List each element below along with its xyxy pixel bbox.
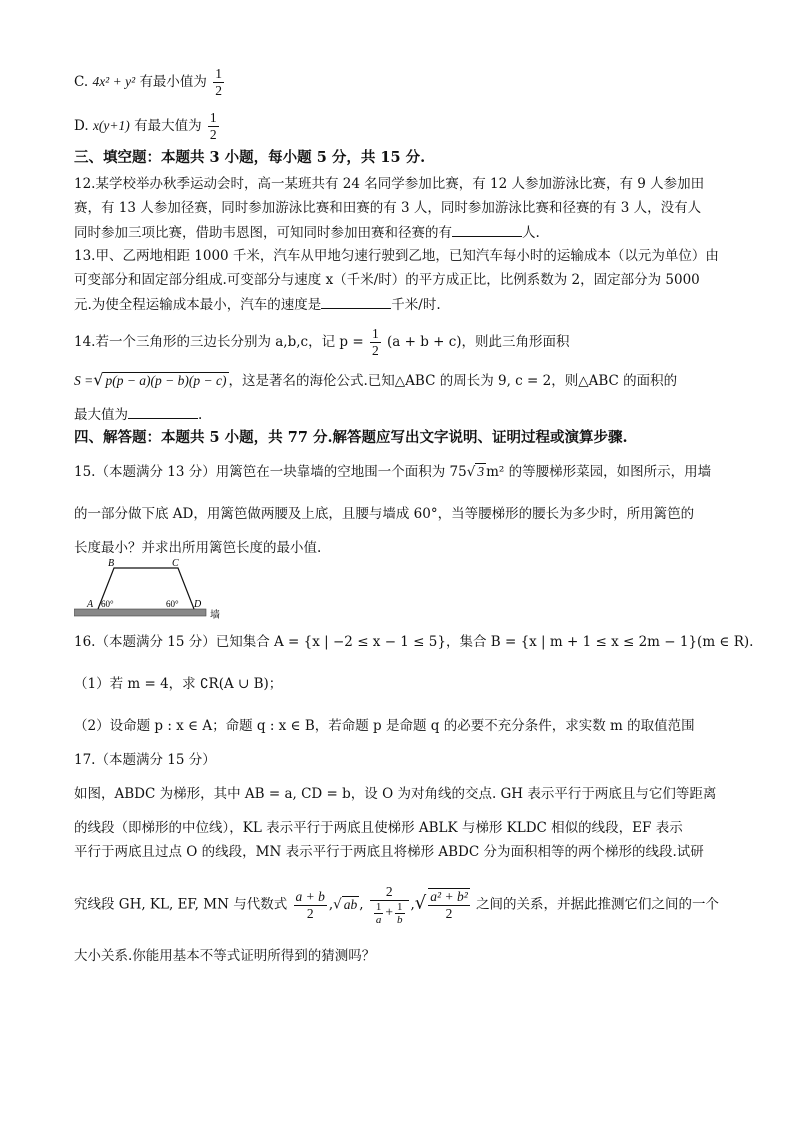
- frac-1a: [374, 901, 384, 926]
- q17-line1: 如图，ABDC 为梯形，其中 AB = a, CD = b，设 O 为对角线的交点. GH 表示平行于两底且与它们等距离: [74, 786, 717, 802]
- sqrt-icon: √: [414, 892, 427, 914]
- frac-den: $\frac{1}{a}$ + $\frac{1}{b}$: [375, 901, 403, 926]
- label-c: C: [172, 558, 179, 569]
- option-c-expression: 4x² + y²: [92, 74, 136, 89]
- frac-den: 2: [215, 83, 222, 98]
- section3-heading: 三、填空题：本题共 3 小题，每小题 5 分，共 15 分.: [74, 149, 426, 166]
- q12-line3-end: 人.: [522, 225, 540, 241]
- q12-answer-blank[interactable]: [452, 222, 522, 237]
- q14-line1-a: 14.若一个三角形的三边长分别为 a,b,c，记 p =: [74, 334, 364, 350]
- q14-answer-blank[interactable]: [128, 404, 198, 419]
- q17-line4-a: 究线段 GH, KL, EF, MN 与代数式: [74, 896, 288, 913]
- sqrt-icon: √: [466, 464, 476, 480]
- option-c: [74, 66, 226, 99]
- frac-den: b: [397, 914, 403, 926]
- frac-den: 2: [445, 906, 453, 921]
- frac-num: 1: [215, 66, 222, 81]
- frac-num: a² + b²: [430, 889, 468, 904]
- q14-half-fraction: [370, 326, 381, 359]
- frac-num: 1: [375, 901, 382, 913]
- q15-line1-a: 15.（本题满分 13 分）用篱笆在一块靠墙的空地围一个面积为 75: [74, 464, 467, 480]
- frac-num: 2: [370, 884, 409, 901]
- frac-num: 1: [371, 326, 379, 341]
- q17-line2: 的线段（即梯形的中位线），KL 表示平行于两底且使梯形 ABLK 与梯形 KLDC 相似的线段，EF 表示: [74, 820, 683, 836]
- sqrt-icon: √: [93, 370, 104, 389]
- option-d-expression: x(y+1): [92, 118, 130, 133]
- q15-sqrt3: 3: [477, 464, 485, 479]
- option-d-text: 有最大值为: [134, 118, 202, 134]
- q14-line1-b: (a + b + c)，则此三角形面积: [386, 334, 570, 350]
- label-d: D: [194, 599, 202, 610]
- angle-left-label: 60°: [101, 599, 114, 609]
- option-d-fraction: [208, 110, 219, 143]
- q12-line3: [74, 222, 540, 243]
- q16-part1: （1）若 m = 4，求 ∁R(A ∪ B)；: [74, 676, 283, 692]
- section4-heading: 四、解答题：本题共 5 小题，共 77 分.解答题应写出文字说明、证明过程或演算步骤.: [74, 429, 628, 446]
- option-c-text: 有最小值为: [139, 74, 207, 90]
- frac-den: 2: [209, 127, 217, 142]
- q17-line5: 大小关系.你能用基本不等式证明所得到的猜测吗？: [74, 948, 376, 964]
- q14-line3: [74, 404, 202, 425]
- q17-line4-b: 之间的关系，并据此推测它们之间的一个: [476, 896, 720, 913]
- option-c-fraction: [213, 66, 224, 99]
- q16-line1: 16.（本题满分 15 分）已知集合 A = {x | −2 ≤ x − 1 ≤ 5}，集合 B = {x | m + 1 ≤ x ≤ 2m − 1}(m ∈ R).: [74, 634, 754, 650]
- wall-bar: [74, 609, 206, 616]
- q17-f3: [370, 884, 409, 926]
- frac-num: a + b: [295, 888, 325, 904]
- q12-line1: 12.某学校举办秋季运动会时，高一某班共有 24 名同学参加比赛，有 12 人参加游泳比赛，有 9 人参加田: [74, 176, 705, 192]
- q13-line3-end: 千米/时.: [391, 297, 441, 313]
- label-b: B: [108, 558, 115, 569]
- q12-line2: 赛，有 13 人参加径赛，同时参加游泳比赛和田赛的有 3 人，同时参加游泳比赛和径赛的有 3 人，没有人: [74, 200, 702, 216]
- q13-answer-blank[interactable]: [321, 294, 391, 309]
- label-a: A: [87, 599, 94, 610]
- frac-den: 2: [306, 905, 314, 921]
- q14-line1: [74, 326, 570, 359]
- frac-num: 1: [397, 901, 403, 913]
- q17-line3: 平行于两底且过点 O 的线段，MN 表示平行于两底且将梯形 ABDC 分为面积相等的两个梯形的线段.试研: [74, 844, 704, 860]
- wall-label: 墙: [210, 610, 220, 621]
- q13-line1: 13.甲、乙两地相距 1000 千米，汽车从甲地匀速行驶到乙地，已知汽车每小时的运输成本（以元为单位）由: [74, 248, 719, 264]
- option-c-prefix: C.: [74, 74, 89, 90]
- q17-f2: ab: [343, 896, 358, 912]
- q13-line2: 可变部分和固定部分组成.可变部分与速度 x（千米/时）的平方成正比，比例系数为 2，固定部分为 5000: [74, 272, 700, 288]
- q17-line4: 究线段 GH, KL, EF, MN 与代数式 $\frac{a + b}{2}$ ,√ ab , 2 $\frac{1}{a}$ + $\frac{1}{b}$ ,√ $\frac{\text{a² + b²}}{2}$ 之间的关系，并据此推测它们之间的一个: [74, 884, 720, 926]
- q12-line3-text: 同时参加三项比赛，借助韦恩图，可知同时参加田赛和径赛的有: [74, 225, 452, 241]
- q16-part2: （2）设命题 p : x ∈ A；命题 q : x ∈ B，若命题 p 是命题 q 的必要不充分条件，求实数 m 的取值范围: [74, 718, 695, 734]
- option-d-prefix: D.: [74, 118, 89, 134]
- q14-heron-radicand: p(p − a)(p − b)(p − c): [105, 373, 227, 388]
- frac-den: 2: [371, 343, 379, 358]
- q15-line1: [74, 462, 711, 482]
- q13-line3-text: 元.为使全程运输成本最小，汽车的速度是: [74, 297, 322, 313]
- frac-den: a: [375, 914, 382, 926]
- q14-line2: [74, 370, 677, 391]
- q14-line3-text: 最大值为: [74, 407, 128, 423]
- trapezoid-figure: [74, 556, 234, 626]
- q17-f4: [428, 888, 469, 922]
- frac-num: 1: [209, 110, 217, 125]
- q17-f1: [294, 889, 327, 922]
- q17-title: 17.（本题满分 15 分）: [74, 752, 216, 768]
- q14-line3-end: .: [198, 407, 203, 423]
- option-d: [74, 110, 221, 143]
- q14-s-equals: S =: [74, 373, 94, 388]
- q13-line3: [74, 294, 441, 315]
- frac-1b: [395, 901, 405, 926]
- angle-right-label: 60°: [166, 599, 179, 609]
- q15-line1-b: m² 的等腰梯形菜园，如图所示，用墙: [486, 464, 712, 480]
- q15-line3: 长度最小？并求出所用篱笆长度的最小值.: [74, 540, 322, 556]
- q14-line2-b: ，这是著名的海伦公式.已知△ABC 的周长为 9, c = 2，则△ABC 的面积的: [228, 373, 678, 389]
- q15-line2: 的一部分做下底 AD，用篱笆做两腰及上底，且腰与墙成 60°，当等腰梯形的腰长为多少时，所用篱笆的: [74, 506, 695, 522]
- sqrt-icon: √: [333, 896, 342, 913]
